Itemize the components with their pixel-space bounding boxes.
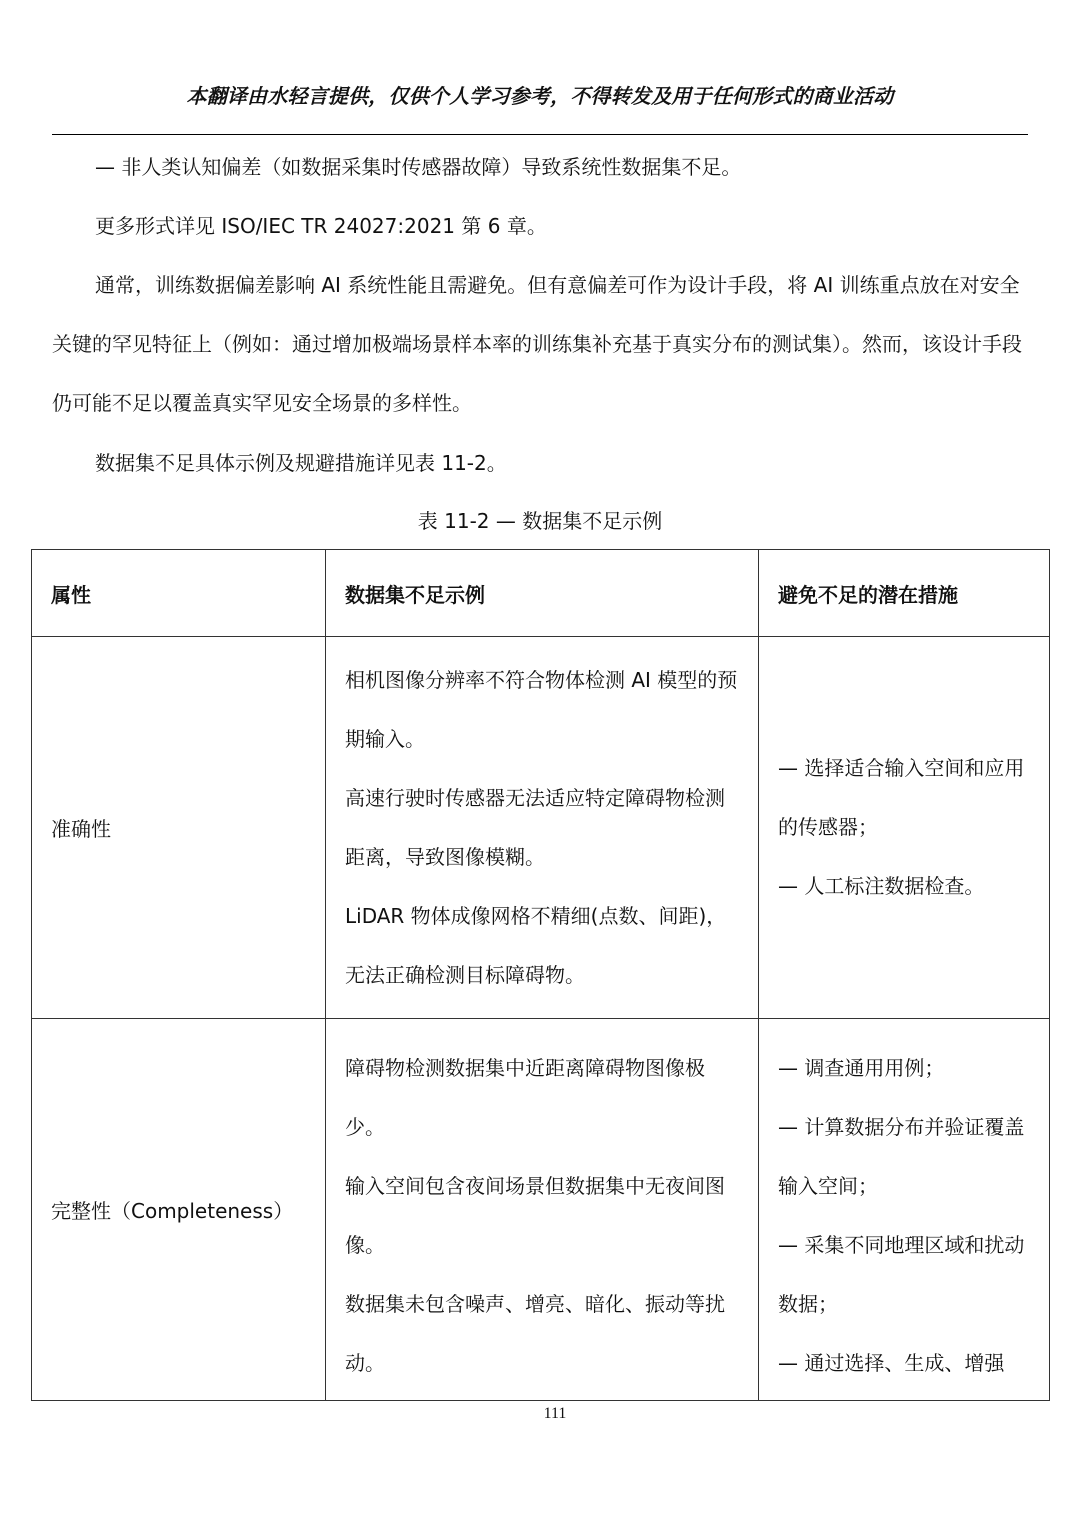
table-row [32,1019,1050,1401]
paragraph-intentional-bias: 通常，训练数据偏差影响 AI 系统性能且需避免。但有意偏差可作为设计手段，将 AI 训练重点放在对安全关键的罕见特征上（例如：通过增加极端场景样本率的训练集补充基于真实分布的测试集）。然而，该设计手段仍可能不足以覆盖真实罕见安全场景的多样性。 [52,273,1022,415]
paragraph-bias-item: — 非人类认知偏差（如数据采集时传感器故障）导致系统性数据集不足。 [95,155,742,179]
measure-item: — 通过选择、生成、增强 [778,1350,1005,1375]
header-measures: 避免不足的潜在措施 [759,550,1050,637]
measure-item: — 采集不同地理区域和扰动数据； [778,1232,1025,1316]
cell-measures [759,1019,1050,1401]
example-item: 障碍物检测数据集中近距离障碍物图像极少。 [345,1055,705,1139]
header-examples: 数据集不足示例 [326,550,759,637]
table-header-row [32,550,1050,637]
cell-attribute: 准确性 [32,637,326,1019]
measure-item: — 人工标注数据检查。 [778,874,985,898]
paragraph-table-intro: 数据集不足具体示例及规避措施详见表 11-2。 [95,451,507,475]
example-item: 相机图像分辨率不符合物体检测 AI 模型的预期输入。 [345,667,738,751]
table-row [32,637,1050,1019]
insufficiency-table [31,549,1050,1401]
header-attribute: 属性 [32,550,326,637]
cell-measures [759,637,1050,1019]
measure-item: — 调查通用用例； [778,1055,945,1080]
example-item: 高速行驶时传感器无法适应特定障碍物检测距离，导致图像模糊。 [345,785,725,869]
example-item: 数据集未包含噪声、增亮、暗化、振动等扰动。 [345,1291,725,1375]
header-divider [52,134,1028,135]
measure-item: — 计算数据分布并验证覆盖输入空间； [778,1114,1025,1198]
table-caption: 表 11-2 — 数据集不足示例 [417,509,663,533]
page-header: 本翻译由水轻言提供，仅供个人学习参考，不得转发及用于任何形式的商业活动 [186,84,894,108]
cell-examples [326,637,759,1019]
paragraph-reference: 更多形式详见 ISO/IEC TR 24027:2021 第 6 章。 [95,214,547,238]
example-item: 输入空间包含夜间场景但数据集中无夜间图像。 [345,1173,725,1257]
measure-item: — 选择适合输入空间和应用的传感器； [778,756,1025,839]
cell-examples [326,1019,759,1401]
cell-attribute: 完整性（Completeness） [32,1019,326,1401]
page-number: 111 [543,1405,567,1422]
example-item: LiDAR 物体成像网格不精细(点数、间距)，无法正确检测目标障碍物。 [345,903,727,987]
